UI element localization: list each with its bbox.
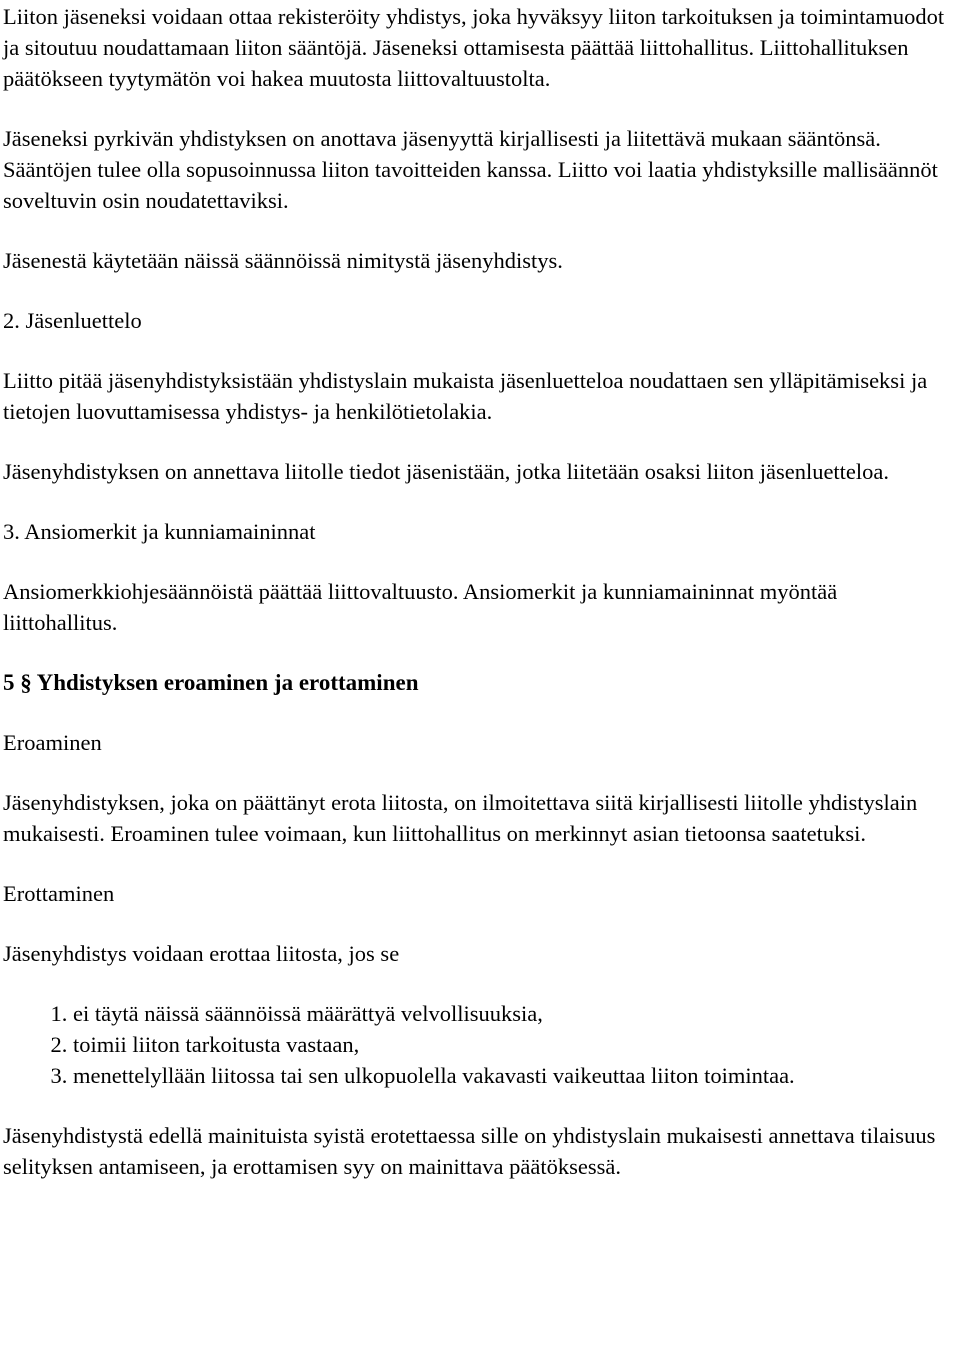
expulsion-reasons-list bbox=[3, 998, 955, 1091]
section-2-title: 2. Jäsenluettelo bbox=[3, 308, 142, 333]
section-3-title: 3. Ansiomerkit ja kunniamaininnat bbox=[3, 519, 316, 544]
section-5-heading: 5 § Yhdistyksen eroaminen ja erottaminen bbox=[3, 670, 419, 695]
list-item: 1. ei täytä näissä säännöissä määrättyä velvollisuuksia, bbox=[73, 998, 955, 1029]
erottaminen-title: Erottaminen bbox=[3, 881, 115, 906]
list-item: 2. toimii liiton tarkoitusta vastaan, bbox=[73, 1029, 955, 1060]
intro-paragraph-application: Jäseneksi pyrkivän yhdistyksen on anottava jäsenyyttä kirjallisesti ja liitettävä mukaan sääntönsä. Sääntöjen tulee olla sopusoinnussa liiton tavoitteiden kanssa. Liitto voi laatia yhdistyksille mallisäännöt soveltuvin osin noudatettaviksi. bbox=[3, 126, 938, 213]
intro-paragraph-term: Jäsenestä käytetään näissä säännöissä nimitystä jäsenyhdistys. bbox=[3, 248, 563, 273]
eroaminen-paragraph: Jäsenyhdistyksen, joka on päättänyt erota liitosta, on ilmoitettava siitä kirjallisesti liitolle yhdistyslain mukaisesti. Eroaminen tulee voimaan, kun liittohallitus on merkinnyt asian tietoonsa saatetuksi. bbox=[3, 790, 918, 846]
section-2-paragraph-info: Jäsenyhdistyksen on annettava liitolle tiedot jäsenistään, jotka liitetään osaksi liiton jäsenluetteloa. bbox=[3, 459, 890, 484]
list-item: 3. menettelyllään liitossa tai sen ulkopuolella vakavasti vaikeuttaa liiton toimintaa. bbox=[73, 1060, 955, 1091]
document-page bbox=[3, 1, 955, 1211]
closing-paragraph: Jäsenyhdistystä edellä mainituista syistä erotettaessa sille on yhdistyslain mukaisesti annettava tilaisuus selityksen antamiseen, ja erottamisen syy on mainittava päätöksessä. bbox=[3, 1123, 936, 1179]
eroaminen-title: Eroaminen bbox=[3, 730, 102, 755]
section-2-paragraph-register: Liitto pitää jäsenyhdistyksistään yhdistyslain mukaista jäsenluetteloa noudattaen sen ylläpitämiseksi ja tietojen luovuttamisessa yhdistys- ja henkilötietolakia. bbox=[3, 368, 928, 424]
erottaminen-intro: Jäsenyhdistys voidaan erottaa liitosta, jos se bbox=[3, 941, 400, 966]
section-3-paragraph: Ansiomerkkiohjesäännöistä päättää liittovaltuusto. Ansiomerkit ja kunniamaininnat myöntää liittohallitus. bbox=[3, 579, 838, 635]
intro-paragraph-membership: Liiton jäseneksi voidaan ottaa rekisteröity yhdistys, joka hyväksyy liiton tarkoituksen ja toimintamuodot ja sitoutuu noudattamaan liiton sääntöjä. Jäseneksi ottamisesta päättää liittohallitus. Liittohallituksen päätökseen tyytymätön voi hakea muutosta liittovaltuustolta. bbox=[3, 4, 945, 91]
